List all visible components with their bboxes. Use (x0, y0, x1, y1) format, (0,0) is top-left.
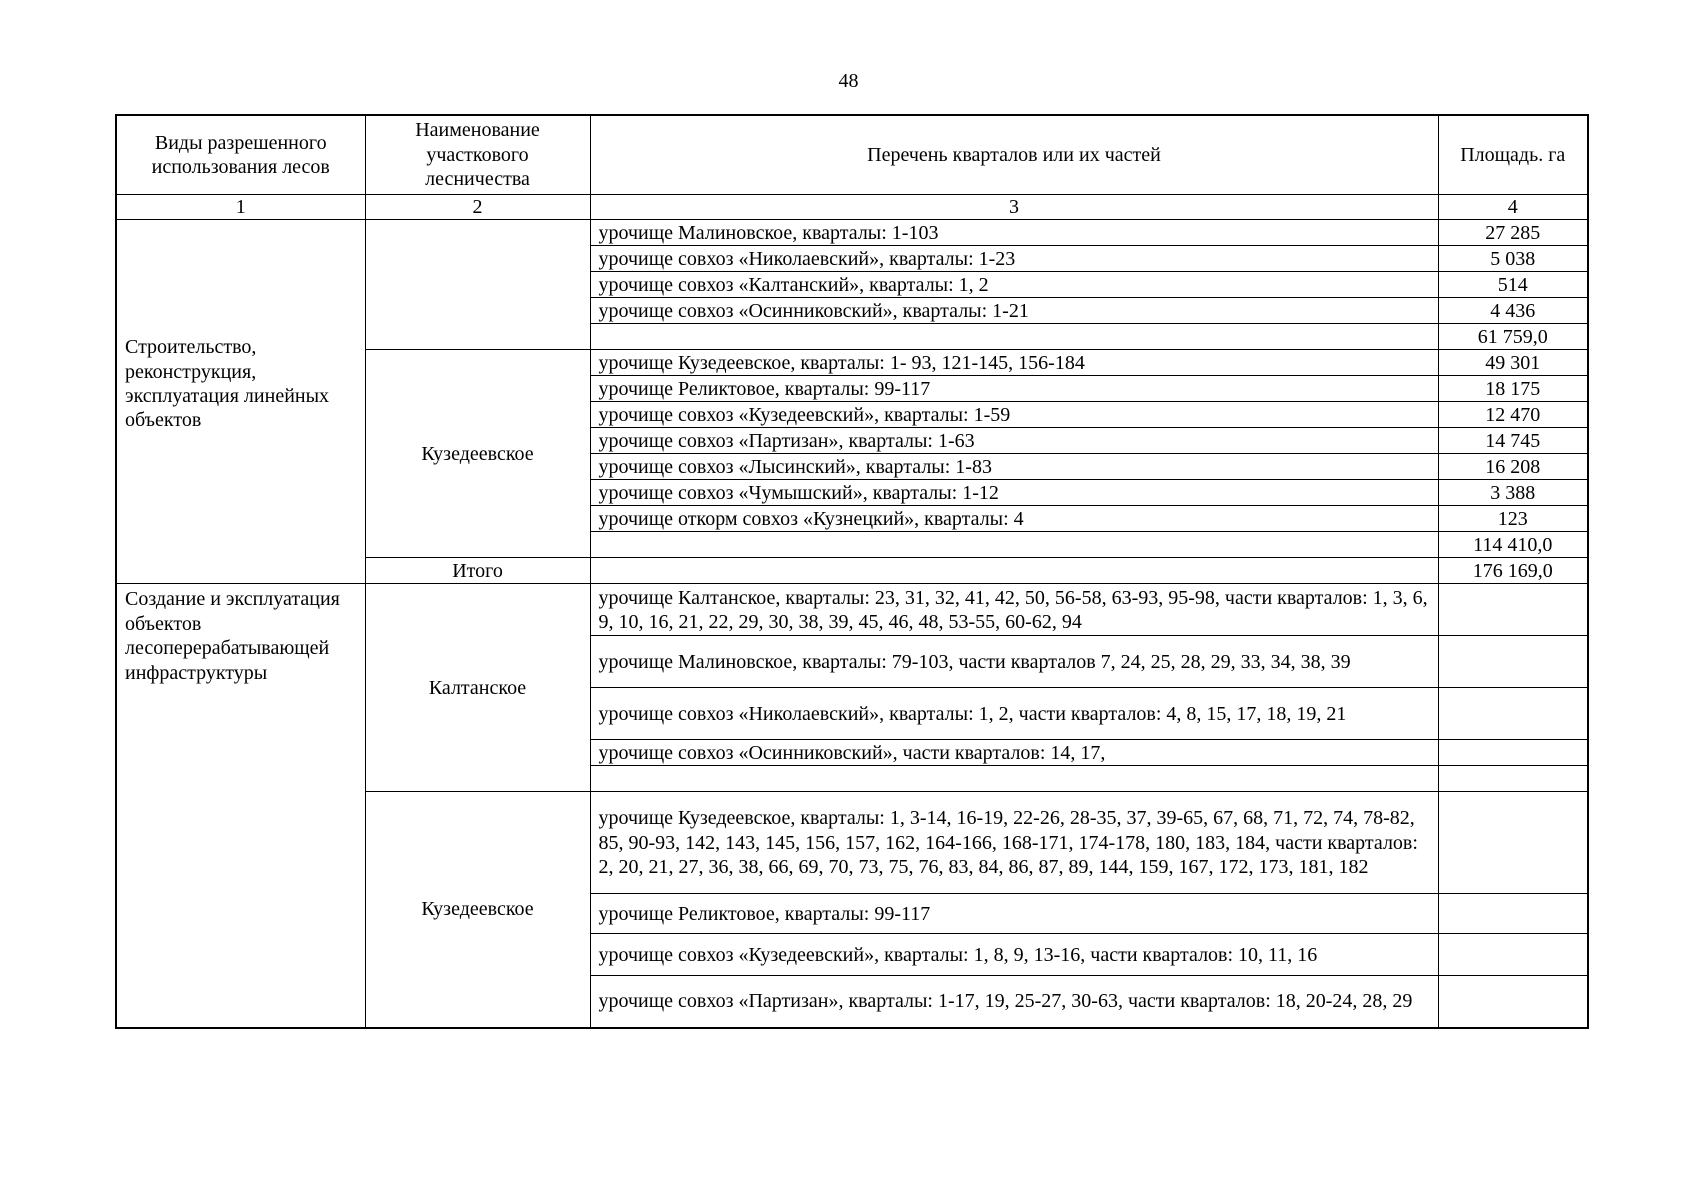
area-cell: 27 285 (1438, 220, 1588, 246)
column-number-row (116, 195, 1588, 220)
quarters-cell: урочище совхоз «Лысинский», кварталы: 1-83 (590, 454, 1438, 480)
table-row (116, 584, 1588, 636)
area-cell-empty (1438, 766, 1588, 792)
table-row (116, 220, 1588, 246)
quarters-cell: урочище совхоз «Кузедеевский», кварталы: 1-59 (590, 402, 1438, 428)
area-cell: 4 436 (1438, 298, 1588, 324)
quarters-cell-empty (590, 532, 1438, 558)
area-cell-empty (1438, 636, 1588, 688)
forestry-cell (365, 220, 590, 350)
quarters-cell-empty (590, 558, 1438, 584)
quarters-cell: урочище откорм совхоз «Кузнецкий», кварталы: 4 (590, 506, 1438, 532)
area-cell: 49 301 (1438, 350, 1588, 376)
quarters-cell (590, 766, 1438, 792)
column-number: 4 (1438, 195, 1588, 220)
quarters-cell: урочище совхоз «Калтанский», кварталы: 1, 2 (590, 272, 1438, 298)
use-type-cell (116, 220, 365, 584)
use-type-text: Строительство, реконструкция, эксплуатация линейных объектов (125, 336, 330, 432)
quarters-cell: урочище Реликтовое, кварталы: 99-117 (590, 376, 1438, 402)
header-row (116, 115, 1588, 195)
subtotal-area: 61 759,0 (1438, 324, 1588, 350)
quarters-cell: урочище совхоз «Партизан», кварталы: 1-63 (590, 428, 1438, 454)
header-use-types: Виды разрешенного использования лесов (116, 115, 365, 195)
quarters-cell: урочище Калтанское, кварталы: 23, 31, 32, 41, 42, 50, 56-58, 63-93, 95-98, части кварталов: 1, 3, 6, 9, 10, 16, 21, 22, 29, 30, 38, 39, 45, 46, 48, 53-55, 60-62, 94 (590, 584, 1438, 636)
header-quarters-list: Перечень кварталов или их частей (590, 115, 1438, 195)
quarters-cell-empty (590, 324, 1438, 350)
total-area: 176 169,0 (1438, 558, 1588, 584)
forestry-cell: Кузедеевское (365, 792, 590, 1028)
use-type-cell: Создание и эксплуатация объектов лесоперерабатывающей инфраструктуры (116, 584, 365, 1028)
column-number: 2 (365, 195, 590, 220)
quarters-cell: урочище совхоз «Николаевский», кварталы: 1-23 (590, 246, 1438, 272)
quarters-cell: урочище совхоз «Осинниковский», части кварталов: 14, 17, (590, 740, 1438, 766)
quarters-cell: урочище Кузедеевское, кварталы: 1, 3-14, 16-19, 22-26, 28-35, 37, 39-65, 67, 68, 71, 72, 74, 78-82, 85, 90-93, 142, 143, 145, 156, 157, 162, 164-166, 168-171, 174-178, 180, 183, 184, части кварталов: 2, 20, 21, 27, 36, 38, 66, 69, 70, 73, 75, 76, 83, 84, 86, 87, 89, 144, 159, 167, 172, 173, 181, 182 (590, 792, 1438, 894)
area-cell-empty (1438, 584, 1588, 636)
header-area: Площадь. га (1438, 115, 1588, 195)
column-number: 3 (590, 195, 1438, 220)
forest-use-table (115, 114, 1589, 1029)
page-number: 48 (838, 70, 859, 92)
area-cell-empty (1438, 934, 1588, 976)
area-cell-empty (1438, 688, 1588, 740)
area-cell: 14 745 (1438, 428, 1588, 454)
quarters-cell: урочище совхоз «Кузедеевский», кварталы: 1, 8, 9, 13-16, части кварталов: 10, 11, 16 (590, 934, 1438, 976)
area-cell: 123 (1438, 506, 1588, 532)
quarters-cell: урочище Реликтовое, кварталы: 99-117 (590, 894, 1438, 934)
quarters-cell: урочище Малиновское, кварталы: 79-103, части кварталов 7, 24, 25, 28, 29, 33, 34, 38, 39 (590, 636, 1438, 688)
quarters-cell: урочище Малиновское, кварталы: 1-103 (590, 220, 1438, 246)
quarters-cell: урочище совхоз «Осинниковский», кварталы: 1-21 (590, 298, 1438, 324)
area-cell-empty (1438, 792, 1588, 894)
area-cell: 5 038 (1438, 246, 1588, 272)
quarters-cell: урочище совхоз «Партизан», кварталы: 1-17, 19, 25-27, 30-63, части кварталов: 18, 20-24, 28, 29 (590, 976, 1438, 1028)
quarters-cell: урочище совхоз «Николаевский», кварталы: 1, 2, части кварталов: 4, 8, 15, 17, 18, 19, 21 (590, 688, 1438, 740)
header-forestry-name: Наименование участкового лесничества (365, 115, 590, 195)
area-cell-empty (1438, 976, 1588, 1028)
subtotal-area: 114 410,0 (1438, 532, 1588, 558)
column-number: 1 (116, 195, 365, 220)
area-cell: 16 208 (1438, 454, 1588, 480)
area-cell: 3 388 (1438, 480, 1588, 506)
area-cell: 12 470 (1438, 402, 1588, 428)
area-cell: 18 175 (1438, 376, 1588, 402)
area-cell-empty (1438, 740, 1588, 766)
area-cell: 514 (1438, 272, 1588, 298)
forestry-cell: Кузедеевское (365, 350, 590, 558)
quarters-cell: урочище Кузедеевское, кварталы: 1- 93, 121-145, 156-184 (590, 350, 1438, 376)
area-cell-empty (1438, 894, 1588, 934)
total-label: Итого (365, 558, 590, 584)
quarters-cell: урочище совхоз «Чумышский», кварталы: 1-12 (590, 480, 1438, 506)
forestry-cell: Калтанское (365, 584, 590, 792)
